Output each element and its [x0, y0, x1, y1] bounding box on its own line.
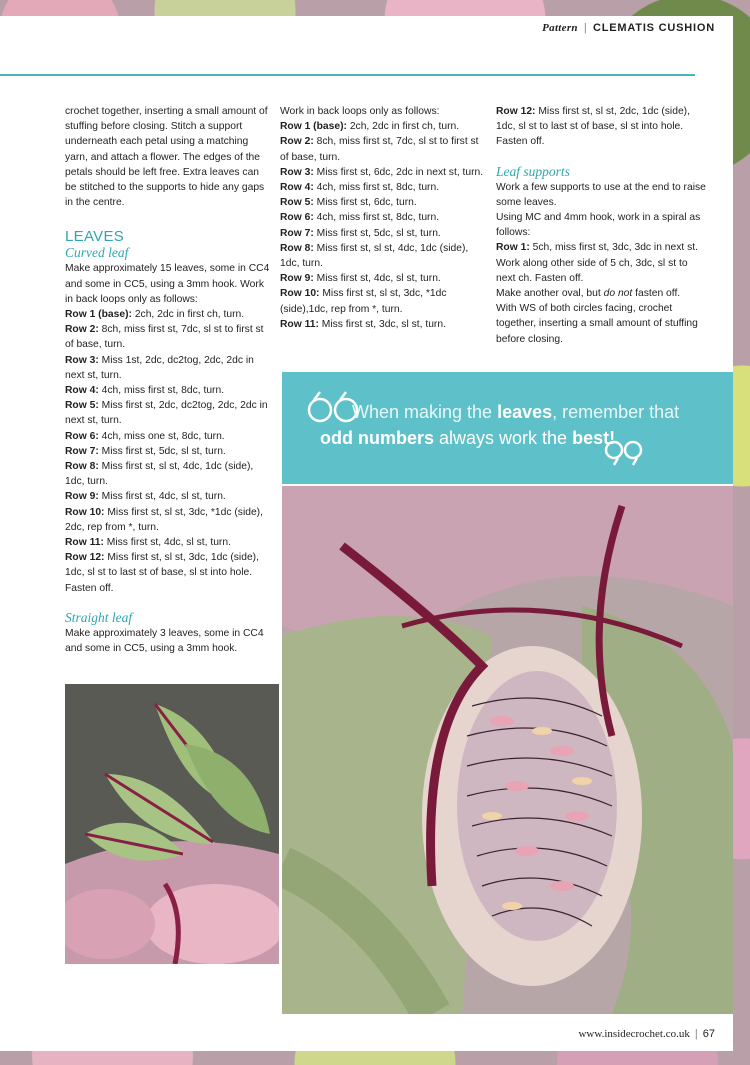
- straight-leaf-row-8: Row 8: Miss first st, sl st, 4dc, 1dc (side), 1dc, turn.: [280, 242, 469, 270]
- support-row-1: Row 1: 5ch, miss first st, 3dc, 3dc in next st. Work along other side of 5 ch, 3dc, sl st to next ch. Fasten off.: [496, 242, 699, 284]
- straight-leaf-intro: Make approximately 3 leaves, some in CC4 and some in CC5, using a 3mm hook.: [65, 627, 264, 655]
- curved-leaf-row-4: Row 4: 4ch, miss first st, 8dc, turn.: [65, 385, 225, 397]
- straight-leaf-rows: [280, 119, 485, 332]
- curved-leaf-rows: [65, 307, 270, 596]
- running-header: Pattern | CLEMATIS CUSHION: [542, 22, 715, 34]
- straight-leaf-row-10: Row 10: Miss first st, sl st, 3dc, *1dc (side),1dc, rep from *, turn.: [280, 288, 447, 315]
- supports-hook: Using MC and 4mm hook, work in a spiral as follows:: [496, 212, 701, 239]
- column-3: [496, 104, 706, 347]
- close-quote-icon: [604, 438, 644, 468]
- section-label: Pattern: [542, 22, 578, 34]
- straight-leaf-row-2: Row 2: 8ch, miss first st, 7dc, sl st to first st of base, turn.: [280, 136, 479, 163]
- curved-leaf-row-10: Row 10: Miss first st, sl st, 3dc, *1dc (side), 2dc, rep from *, turn.: [65, 506, 263, 533]
- supports-intro: Work a few supports to use at the end to raise some leaves.: [496, 181, 706, 208]
- curved-leaf-row-3: Row 3: Miss 1st, 2dc, dc2tog, 2dc, 2dc in next st, turn.: [65, 354, 254, 381]
- straight-leaf-row-6: Row 6: 4ch, miss first st, 8dc, turn.: [280, 212, 440, 224]
- tip-line-1: When making the leaves, remember that: [352, 402, 680, 422]
- straight-leaf-row-11: Row 11: Miss first st, 3dc, sl st, turn.: [280, 318, 446, 330]
- curved-leaf-row-6: Row 6: 4ch, miss one st, 8dc, turn.: [65, 430, 225, 442]
- page-footer: www.insidecrochet.co.uk | 67: [578, 1028, 715, 1040]
- tip-box: [282, 372, 733, 484]
- final-instruction: With WS of both circles facing, crochet together, inserting a small amount of stuffing before closing.: [496, 303, 698, 345]
- straight-leaf-heading: Straight leaf: [65, 609, 133, 625]
- curved-leaf-intro: Make approximately 15 leaves, some in CC4 and some in CC5, using a 3mm hook. Work in back loops only as follows:: [65, 263, 270, 305]
- cushion-closeup-photo: [282, 486, 733, 1014]
- col2-intro: Work in back loops only as follows:: [280, 106, 440, 117]
- leaf-supports-heading: Leaf supports: [496, 163, 570, 179]
- tip-line-2: odd numbers always work the best!: [320, 428, 616, 448]
- straight-leaf-row-7: Row 7: Miss first st, 5dc, sl st, turn.: [280, 227, 441, 239]
- magazine-page: [0, 16, 733, 1051]
- header-rule: [0, 74, 695, 76]
- curved-leaf-row-8: Row 8: Miss first st, sl st, 4dc, 1dc (side), 1dc, turn.: [65, 461, 254, 488]
- curved-leaf-row-7: Row 7: Miss first st, 5dc, sl st, turn.: [65, 445, 226, 457]
- oval-instruction: Make another oval, but do not fasten off.: [496, 288, 681, 300]
- curved-leaf-row-5: Row 5: Miss first st, 2dc, dc2tog, 2dc, 2dc in next st, turn.: [65, 400, 268, 427]
- column-2: [280, 104, 485, 332]
- straight-leaf-row-5: Row 5: Miss first st, 6dc, turn.: [280, 197, 417, 209]
- curved-leaf-row-12: Row 12: Miss first st, sl st, 3dc, 1dc (side), 1dc, sl st to last st of base, sl st into hole. Fasten off.: [65, 552, 259, 594]
- curved-leaf-row-1: Row 1 (base): 2ch, 2dc in first ch, turn.: [65, 309, 245, 321]
- straight-leaf-row-1: Row 1 (base): 2ch, 2dc in first ch, turn.: [280, 121, 460, 133]
- page-number: 67: [702, 1028, 715, 1040]
- straight-leaf-row-9: Row 9: Miss first st, 4dc, sl st, turn.: [280, 273, 441, 285]
- website-link[interactable]: www.insidecrochet.co.uk: [578, 1028, 690, 1040]
- leaves-heading: LEAVES: [65, 228, 125, 246]
- pattern-title: CLEMATIS CUSHION: [593, 22, 715, 34]
- column-1: [65, 104, 270, 656]
- row-12-instruction: Row 12: Miss first st, sl st, 2dc, 1dc (side), 1dc, sl st to last st of base, sl st into hole. Fasten off.: [496, 106, 690, 148]
- curved-leaf-row-2: Row 2: 8ch, miss first st, 7dc, sl st to first st of base, turn.: [65, 324, 264, 351]
- leaf-detail-photo: [65, 684, 279, 964]
- curved-leaf-row-9: Row 9: Miss first st, 4dc, sl st, turn.: [65, 491, 226, 503]
- straight-leaf-row-4: Row 4: 4ch, miss first st, 8dc, turn.: [280, 182, 440, 194]
- straight-leaf-row-3: Row 3: Miss first st, 6dc, 2dc in next st, turn.: [280, 166, 484, 178]
- curved-leaf-row-11: Row 11: Miss first st, 4dc, sl st, turn.: [65, 537, 231, 549]
- curved-leaf-heading: Curved leaf: [65, 245, 129, 261]
- intro-paragraph: crochet together, inserting a small amount of stuffing before closing. Stitch a support underneath each petal using a matching yarn, and attach a flower. The edges of the petals should be left free. Extra leaves can be stitched to the supports to hide any gaps in the centre.: [65, 106, 268, 209]
